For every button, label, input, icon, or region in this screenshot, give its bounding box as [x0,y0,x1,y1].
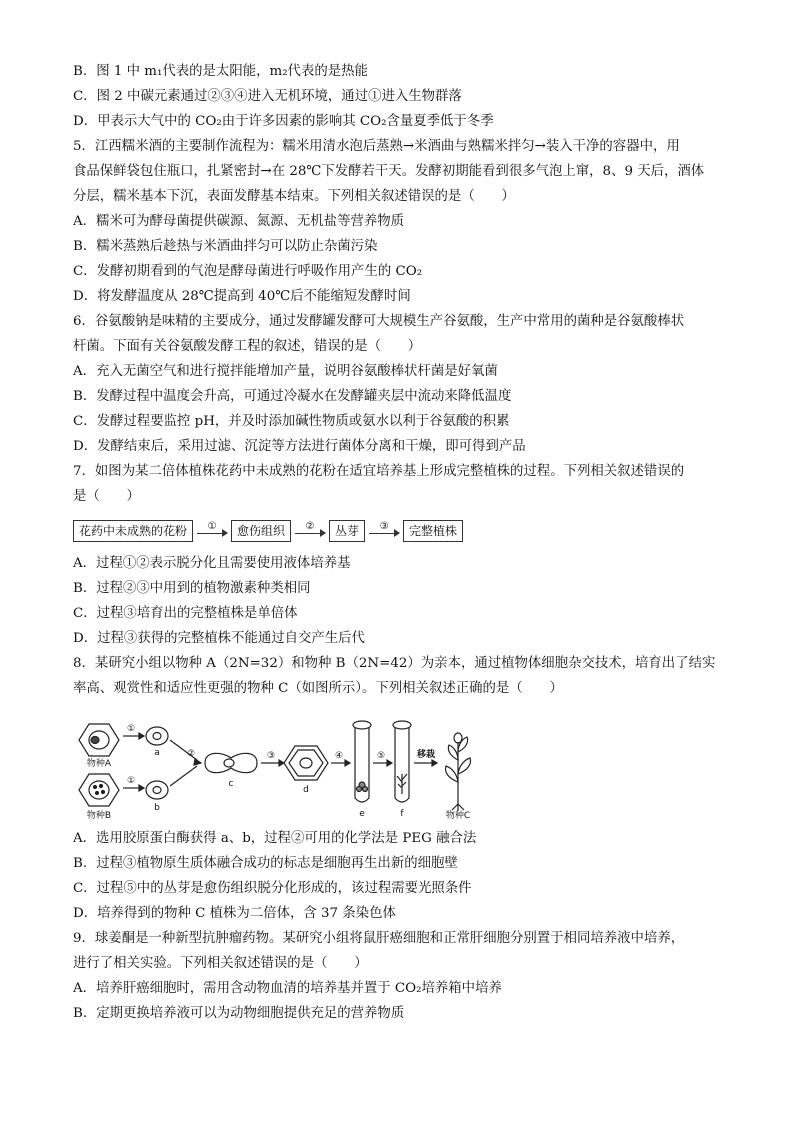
step-1-label-a: ① [126,724,136,734]
option-d-q5: D．将发酵温度从 28℃提高到 40℃后不能缩短发酵时间 [73,289,411,304]
label-f: f [400,809,404,819]
question-7-line-1: 7．如图为某二倍体植株花药中未成熟的花粉在适宜培养基上形成完整植株的过程。下列相关叙述错误的 [73,464,685,479]
question-9-line-2: 进行了相关实验。下列相关叙述错误的是（ ） [73,956,368,971]
option-d-q4: D．甲表示大气中的 CO₂由于许多因素的影响其 CO₂含量夏季低于冬季 [73,114,494,129]
flow-arrow-3 [367,523,401,539]
transplant-plant-diagram [412,712,482,820]
species-c-label: 物种C [445,811,471,820]
step-2-label: ② [186,749,196,759]
step-4-label: ④ [334,751,344,761]
flow-arrow-2-label: ② [305,521,315,532]
option-b-q9: B．定期更换培养液可以为动物细胞提供充足的营养物质 [73,1006,405,1021]
transplant-label: 移栽 [416,750,436,760]
somatic-hybridization-diagram [73,712,436,820]
option-d-q6: D．发酵结束后，采用过滤、沉淀等方法进行菌体分离和干燥，即可得到产品 [73,439,526,454]
flow-arrow-3-label: ③ [379,521,389,532]
species-b-cell [79,774,119,806]
option-c-q4: C．图 2 中碳元素通过②③④进入无机环境，通过①进入生物群落 [73,89,462,104]
pollen-culture-flow-diagram [73,518,463,544]
label-b: b [154,803,160,813]
option-d-q8: D．培养得到的物种 C 植株为二倍体，含 37 条染色体 [73,906,396,921]
fused-protoplast-c [205,753,257,772]
question-8-line-2: 率高、观赏性和适应性更强的物种 C（如图所示）。下列相关叙述正确的是（ ） [73,681,563,696]
label-d: d [303,785,309,795]
flow-step-buds: 丛芽 [329,520,365,542]
question-5-line-2: 食品保鲜袋包住瓶口，扎紧密封→在 28℃下发酵若干天。发酵初期能看到很多气泡上窜，8、9 天后，酒体 [73,164,705,179]
question-5-line-3: 分层，糯米基本下沉，表面发酵基本结束。下列相关叙述错误的是（ ） [73,189,515,204]
question-6-line-1: 6．谷氨酸钠是味精的主要成分，通过发酵罐发酵可大规模生产谷氨酸，生产中常用的菌种是谷氨酸棒状 [73,314,685,329]
flow-arrow-1-label: ① [207,521,217,532]
option-c-q5: C．发酵初期看到的气泡是酵母菌进行呼吸作用产生的 CO₂ [73,264,423,279]
label-c: c [228,779,234,789]
flow-step-callus: 愈伤组织 [231,520,291,542]
option-a-q6: A．充入无菌空气和进行搅拌能增加产量，说明谷氨酸棒状杆菌是好氧菌 [73,364,498,379]
question-6-line-2: 杆菌。下面有关谷氨酸发酵工程的叙述，错误的是（ ） [73,339,422,354]
option-b-q5: B．糯米蒸熟后趁热与米酒曲拌匀可以防止杂菌污染 [73,239,378,254]
option-d-q7: D．过程③获得的完整植株不能通过自交产生后代 [73,631,365,646]
question-9-line-1: 9．球姜酮是一种新型抗肿瘤药物。某研究小组将鼠肝癌细胞和正常肝细胞分别置于相同培养液中培养， [73,931,685,946]
option-a-q8: A．选用胶原蛋白酶获得 a、b，过程②可用的化学法是 PEG 融合法 [73,831,477,846]
option-a-q7: A．过程①②表示脱分化且需要使用液体培养基 [73,556,351,571]
species-b-label: 物种B [86,811,112,820]
option-b-q8: B．过程③植物原生质体融合成功的标志是细胞再生出新的细胞壁 [73,856,458,871]
flow-arrow-1 [195,523,229,539]
flow-arrow-2 [293,523,327,539]
option-c-q7: C．过程③培育出的完整植株是单倍体 [73,606,298,621]
option-c-q8: C．过程⑤中的丛芽是愈伤组织脱分化形成的，该过程需要光照条件 [73,881,472,896]
label-a: a [154,748,160,758]
option-a-q5: A．糯米可为酵母菌提供碳源、氮源、无机盐等营养物质 [73,214,405,229]
flow-step-plant: 完整植株 [403,520,463,542]
protoplast-a [146,727,168,745]
option-b-q4: B．图 1 中 m₁代表的是太阳能，m₂代表的是热能 [73,64,368,79]
option-c-q6: C．发酵过程要监控 pH，并及时添加碱性物质或氨水以利于谷氨酸的积累 [73,414,510,429]
protoplast-b [146,781,168,799]
flow-step-pollen: 花药中未成熟的花粉 [73,520,193,542]
step-1-label-b: ① [126,776,136,786]
step-5-label: ⑤ [376,751,386,761]
question-8-line-1: 8．某研究小组以物种 A（2N=32）和物种 B（2N=42）为亲本，通过植物体细胞杂交技术，培育出了结实 [73,656,716,671]
hybrid-cell-d [284,746,328,780]
question-7-line-2: 是（ ） [73,489,140,504]
species-a-label: 物种A [86,759,112,769]
option-a-q9: A．培养肝癌细胞时，需用含动物血清的培养基并置于 CO₂培养箱中培养 [73,981,502,996]
question-5-line-1: 5．江西糯米酒的主要制作流程为：糯米用清水泡后蒸熟→米酒曲与熟糯米拌匀→装入干净的容器中，用 [73,139,680,154]
option-b-q7: B．过程②③中用到的植物激素种类相同 [73,581,311,596]
option-b-q6: B．发酵过程中温度会升高，可通过冷凝水在发酵罐夹层中流动来降低温度 [73,389,512,404]
label-e: e [359,809,365,819]
step-3-label: ③ [266,751,276,761]
